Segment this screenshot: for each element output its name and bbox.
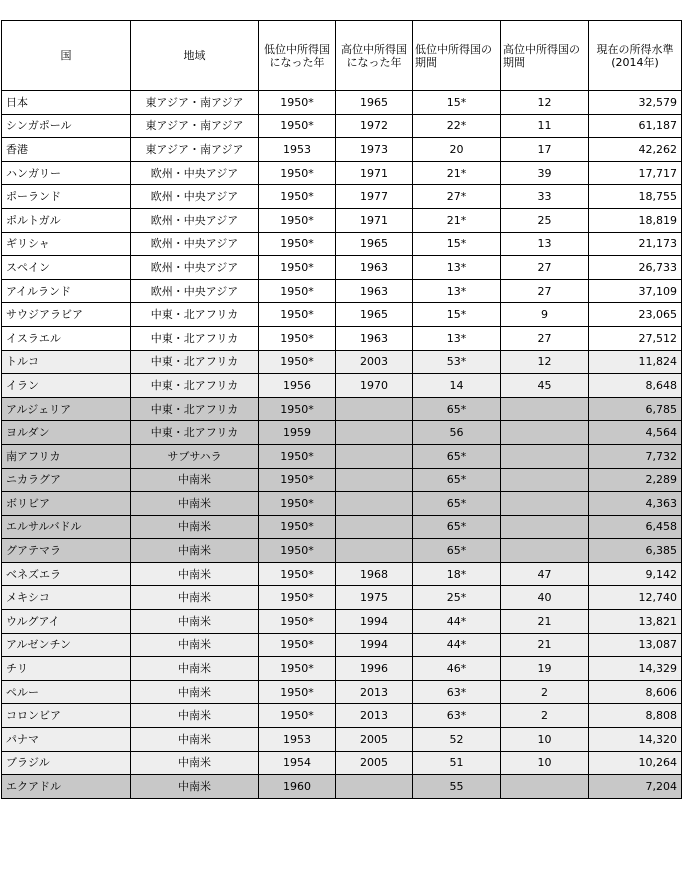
cell-upper-period: 33 xyxy=(501,185,589,209)
cell-upper-period: 27 xyxy=(501,279,589,303)
cell-lower-year: 1950* xyxy=(259,586,336,610)
table-row xyxy=(2,374,682,398)
cell-lower-period: 44* xyxy=(413,610,501,634)
cell-upper-year: 1996 xyxy=(336,657,413,681)
cell-upper-year: 2013 xyxy=(336,704,413,728)
table-row xyxy=(2,586,682,610)
cell-lower-period: 18* xyxy=(413,562,501,586)
cell-lower-year: 1950* xyxy=(259,680,336,704)
cell-lower-year: 1950* xyxy=(259,91,336,115)
cell-region: 欧州・中央アジア xyxy=(131,232,259,256)
cell-upper-period: 45 xyxy=(501,374,589,398)
cell-lower-period: 21* xyxy=(413,208,501,232)
cell-lower-period: 15* xyxy=(413,303,501,327)
cell-upper-year: 1971 xyxy=(336,161,413,185)
cell-lower-year: 1950* xyxy=(259,326,336,350)
cell-upper-year: 1973 xyxy=(336,138,413,162)
cell-country: ギリシャ xyxy=(2,232,131,256)
table-row xyxy=(2,397,682,421)
cell-upper-year xyxy=(336,421,413,445)
table-row xyxy=(2,728,682,752)
cell-country: ハンガリー xyxy=(2,161,131,185)
cell-upper-year: 1994 xyxy=(336,610,413,634)
cell-upper-period: 2 xyxy=(501,680,589,704)
cell-lower-year: 1950* xyxy=(259,114,336,138)
cell-upper-period xyxy=(501,444,589,468)
cell-country: イスラエル xyxy=(2,326,131,350)
cell-region: サブサハラ xyxy=(131,444,259,468)
cell-income: 4,564 xyxy=(589,421,682,445)
table-row xyxy=(2,138,682,162)
cell-lower-year: 1950* xyxy=(259,232,336,256)
cell-lower-year: 1959 xyxy=(259,421,336,445)
cell-country: エクアドル xyxy=(2,775,131,799)
cell-lower-period: 20 xyxy=(413,138,501,162)
cell-lower-period: 65* xyxy=(413,492,501,516)
cell-lower-period: 52 xyxy=(413,728,501,752)
cell-country: ヨルダン xyxy=(2,421,131,445)
cell-upper-period: 21 xyxy=(501,610,589,634)
cell-upper-year xyxy=(336,539,413,563)
cell-country: ポーランド xyxy=(2,185,131,209)
table-row xyxy=(2,279,682,303)
cell-lower-period: 14 xyxy=(413,374,501,398)
cell-region: 欧州・中央アジア xyxy=(131,208,259,232)
cell-region: 東アジア・南アジア xyxy=(131,114,259,138)
cell-region: 中南米 xyxy=(131,657,259,681)
cell-upper-period: 9 xyxy=(501,303,589,327)
cell-lower-year: 1956 xyxy=(259,374,336,398)
table-row xyxy=(2,468,682,492)
header-country: 国 xyxy=(2,21,131,91)
cell-upper-period xyxy=(501,539,589,563)
cell-region: 中南米 xyxy=(131,586,259,610)
cell-country: メキシコ xyxy=(2,586,131,610)
cell-region: 中東・北アフリカ xyxy=(131,374,259,398)
cell-region: 中南米 xyxy=(131,704,259,728)
cell-income: 13,821 xyxy=(589,610,682,634)
cell-income: 27,512 xyxy=(589,326,682,350)
header-lower-period: 低位中所得国の期間 xyxy=(413,21,501,91)
cell-upper-year: 1994 xyxy=(336,633,413,657)
cell-upper-year xyxy=(336,444,413,468)
cell-upper-period: 17 xyxy=(501,138,589,162)
cell-region: 中東・北アフリカ xyxy=(131,303,259,327)
cell-region: 中南米 xyxy=(131,610,259,634)
cell-country: ペルー xyxy=(2,680,131,704)
table-row xyxy=(2,539,682,563)
cell-lower-year: 1950* xyxy=(259,539,336,563)
cell-region: 中南米 xyxy=(131,633,259,657)
cell-region: 欧州・中央アジア xyxy=(131,185,259,209)
cell-income: 14,329 xyxy=(589,657,682,681)
cell-upper-year: 1965 xyxy=(336,303,413,327)
cell-lower-period: 51 xyxy=(413,751,501,775)
cell-country: ボリビア xyxy=(2,492,131,516)
cell-upper-year: 1975 xyxy=(336,586,413,610)
cell-region: 欧州・中央アジア xyxy=(131,279,259,303)
cell-upper-period xyxy=(501,397,589,421)
table-row xyxy=(2,326,682,350)
cell-lower-year: 1953 xyxy=(259,138,336,162)
cell-upper-period: 25 xyxy=(501,208,589,232)
cell-income: 42,262 xyxy=(589,138,682,162)
cell-upper-year xyxy=(336,515,413,539)
cell-region: 中東・北アフリカ xyxy=(131,326,259,350)
cell-upper-year: 1972 xyxy=(336,114,413,138)
cell-income: 23,065 xyxy=(589,303,682,327)
cell-upper-year: 1968 xyxy=(336,562,413,586)
cell-lower-year: 1950* xyxy=(259,444,336,468)
table-row xyxy=(2,562,682,586)
cell-income: 9,142 xyxy=(589,562,682,586)
cell-upper-year: 2005 xyxy=(336,751,413,775)
cell-upper-year: 1965 xyxy=(336,91,413,115)
table-row xyxy=(2,775,682,799)
cell-region: 中南米 xyxy=(131,680,259,704)
cell-lower-year: 1950* xyxy=(259,256,336,280)
cell-upper-period xyxy=(501,515,589,539)
cell-upper-period: 40 xyxy=(501,586,589,610)
cell-upper-period: 12 xyxy=(501,350,589,374)
cell-upper-year: 1963 xyxy=(336,279,413,303)
cell-upper-period: 19 xyxy=(501,657,589,681)
cell-region: 中東・北アフリカ xyxy=(131,421,259,445)
table-row xyxy=(2,751,682,775)
header-income: 現在の所得水準(2014年) xyxy=(589,21,682,91)
cell-country: グアテマラ xyxy=(2,539,131,563)
cell-lower-period: 13* xyxy=(413,279,501,303)
cell-lower-year: 1950* xyxy=(259,492,336,516)
table-row xyxy=(2,161,682,185)
cell-income: 7,204 xyxy=(589,775,682,799)
cell-lower-period: 65* xyxy=(413,539,501,563)
cell-country: アイルランド xyxy=(2,279,131,303)
cell-country: アルゼンチン xyxy=(2,633,131,657)
cell-lower-period: 22* xyxy=(413,114,501,138)
cell-lower-period: 65* xyxy=(413,444,501,468)
header-upper-year: 高位中所得国になった年 xyxy=(336,21,413,91)
header-row xyxy=(2,21,682,91)
cell-lower-period: 65* xyxy=(413,468,501,492)
cell-country: コロンビア xyxy=(2,704,131,728)
cell-income: 6,785 xyxy=(589,397,682,421)
cell-region: 中南米 xyxy=(131,539,259,563)
cell-lower-year: 1950* xyxy=(259,208,336,232)
table-row xyxy=(2,704,682,728)
cell-upper-year: 1970 xyxy=(336,374,413,398)
cell-region: 中南米 xyxy=(131,492,259,516)
cell-upper-period: 39 xyxy=(501,161,589,185)
table-row xyxy=(2,492,682,516)
cell-lower-year: 1950* xyxy=(259,562,336,586)
header-upper-period: 高位中所得国の期間 xyxy=(501,21,589,91)
cell-region: 中南米 xyxy=(131,728,259,752)
table-row xyxy=(2,515,682,539)
cell-country: アルジェリア xyxy=(2,397,131,421)
cell-upper-year: 1977 xyxy=(336,185,413,209)
table-body xyxy=(2,91,682,799)
cell-lower-period: 63* xyxy=(413,704,501,728)
cell-lower-year: 1950* xyxy=(259,397,336,421)
table-row xyxy=(2,232,682,256)
cell-region: 中南米 xyxy=(131,562,259,586)
table-row xyxy=(2,91,682,115)
table-row xyxy=(2,114,682,138)
cell-lower-period: 63* xyxy=(413,680,501,704)
cell-income: 21,173 xyxy=(589,232,682,256)
table-row xyxy=(2,256,682,280)
cell-upper-period: 10 xyxy=(501,728,589,752)
cell-upper-year: 2005 xyxy=(336,728,413,752)
cell-country: 香港 xyxy=(2,138,131,162)
cell-upper-period: 2 xyxy=(501,704,589,728)
cell-region: 中東・北アフリカ xyxy=(131,350,259,374)
cell-lower-period: 65* xyxy=(413,515,501,539)
cell-income: 10,264 xyxy=(589,751,682,775)
cell-income: 8,606 xyxy=(589,680,682,704)
cell-upper-period xyxy=(501,421,589,445)
cell-income: 26,733 xyxy=(589,256,682,280)
table-row xyxy=(2,421,682,445)
table-row xyxy=(2,610,682,634)
cell-upper-year: 1965 xyxy=(336,232,413,256)
cell-upper-year xyxy=(336,492,413,516)
cell-income: 32,579 xyxy=(589,91,682,115)
cell-country: 南アフリカ xyxy=(2,444,131,468)
cell-lower-period: 53* xyxy=(413,350,501,374)
cell-lower-year: 1950* xyxy=(259,515,336,539)
cell-lower-period: 15* xyxy=(413,232,501,256)
cell-region: 中南米 xyxy=(131,751,259,775)
cell-lower-period: 21* xyxy=(413,161,501,185)
header-lower-year: 低位中所得国になった年 xyxy=(259,21,336,91)
cell-income: 8,648 xyxy=(589,374,682,398)
cell-country: トルコ xyxy=(2,350,131,374)
cell-country: ウルグアイ xyxy=(2,610,131,634)
cell-country: イラン xyxy=(2,374,131,398)
cell-lower-year: 1950* xyxy=(259,657,336,681)
cell-income: 8,808 xyxy=(589,704,682,728)
cell-upper-year xyxy=(336,397,413,421)
cell-region: 中南米 xyxy=(131,468,259,492)
cell-lower-year: 1953 xyxy=(259,728,336,752)
cell-income: 61,187 xyxy=(589,114,682,138)
cell-upper-period: 27 xyxy=(501,326,589,350)
cell-upper-period: 12 xyxy=(501,91,589,115)
cell-upper-period: 10 xyxy=(501,751,589,775)
cell-income: 37,109 xyxy=(589,279,682,303)
cell-region: 中南米 xyxy=(131,515,259,539)
cell-lower-year: 1950* xyxy=(259,161,336,185)
cell-lower-year: 1950* xyxy=(259,279,336,303)
cell-upper-period: 13 xyxy=(501,232,589,256)
cell-lower-year: 1950* xyxy=(259,704,336,728)
cell-region: 東アジア・南アジア xyxy=(131,138,259,162)
cell-income: 18,819 xyxy=(589,208,682,232)
cell-lower-period: 46* xyxy=(413,657,501,681)
cell-upper-year: 2003 xyxy=(336,350,413,374)
cell-region: 欧州・中央アジア xyxy=(131,161,259,185)
cell-income: 12,740 xyxy=(589,586,682,610)
cell-country: エルサルバドル xyxy=(2,515,131,539)
cell-country: パナマ xyxy=(2,728,131,752)
cell-region: 東アジア・南アジア xyxy=(131,91,259,115)
cell-lower-period: 56 xyxy=(413,421,501,445)
cell-region: 中南米 xyxy=(131,775,259,799)
cell-country: ブラジル xyxy=(2,751,131,775)
cell-lower-period: 15* xyxy=(413,91,501,115)
cell-lower-period: 27* xyxy=(413,185,501,209)
table-row xyxy=(2,185,682,209)
cell-country: ニカラグア xyxy=(2,468,131,492)
cell-income: 2,289 xyxy=(589,468,682,492)
cell-upper-year xyxy=(336,468,413,492)
cell-income: 13,087 xyxy=(589,633,682,657)
cell-country: サウジアラビア xyxy=(2,303,131,327)
cell-income: 7,732 xyxy=(589,444,682,468)
cell-income: 11,824 xyxy=(589,350,682,374)
table-row xyxy=(2,657,682,681)
cell-upper-period: 21 xyxy=(501,633,589,657)
cell-lower-year: 1950* xyxy=(259,303,336,327)
cell-lower-year: 1950* xyxy=(259,185,336,209)
cell-country: ポルトガル xyxy=(2,208,131,232)
cell-lower-year: 1950* xyxy=(259,610,336,634)
cell-income: 18,755 xyxy=(589,185,682,209)
table-row xyxy=(2,303,682,327)
cell-region: 中東・北アフリカ xyxy=(131,397,259,421)
cell-upper-period: 47 xyxy=(501,562,589,586)
cell-income: 6,458 xyxy=(589,515,682,539)
cell-upper-year: 1971 xyxy=(336,208,413,232)
cell-upper-year: 1963 xyxy=(336,326,413,350)
table-row xyxy=(2,208,682,232)
table-row xyxy=(2,444,682,468)
cell-income: 17,717 xyxy=(589,161,682,185)
cell-upper-period: 27 xyxy=(501,256,589,280)
cell-lower-year: 1954 xyxy=(259,751,336,775)
cell-country: スペイン xyxy=(2,256,131,280)
cell-region: 欧州・中央アジア xyxy=(131,256,259,280)
cell-income: 14,320 xyxy=(589,728,682,752)
cell-lower-period: 13* xyxy=(413,326,501,350)
cell-country: ベネズエラ xyxy=(2,562,131,586)
header-region: 地域 xyxy=(131,21,259,91)
cell-income: 4,363 xyxy=(589,492,682,516)
table-row xyxy=(2,633,682,657)
cell-lower-period: 13* xyxy=(413,256,501,280)
cell-country: チリ xyxy=(2,657,131,681)
table-row xyxy=(2,350,682,374)
cell-lower-year: 1950* xyxy=(259,350,336,374)
cell-upper-year: 1963 xyxy=(336,256,413,280)
cell-upper-period: 11 xyxy=(501,114,589,138)
cell-upper-period xyxy=(501,775,589,799)
income-table xyxy=(1,20,682,799)
cell-lower-period: 25* xyxy=(413,586,501,610)
cell-country: シンガポール xyxy=(2,114,131,138)
cell-lower-period: 65* xyxy=(413,397,501,421)
cell-lower-period: 44* xyxy=(413,633,501,657)
cell-lower-period: 55 xyxy=(413,775,501,799)
cell-upper-period xyxy=(501,468,589,492)
cell-lower-year: 1950* xyxy=(259,633,336,657)
cell-upper-year xyxy=(336,775,413,799)
cell-country: 日本 xyxy=(2,91,131,115)
cell-upper-period xyxy=(501,492,589,516)
cell-income: 6,385 xyxy=(589,539,682,563)
table-row xyxy=(2,680,682,704)
cell-lower-year: 1960 xyxy=(259,775,336,799)
cell-lower-year: 1950* xyxy=(259,468,336,492)
cell-upper-year: 2013 xyxy=(336,680,413,704)
